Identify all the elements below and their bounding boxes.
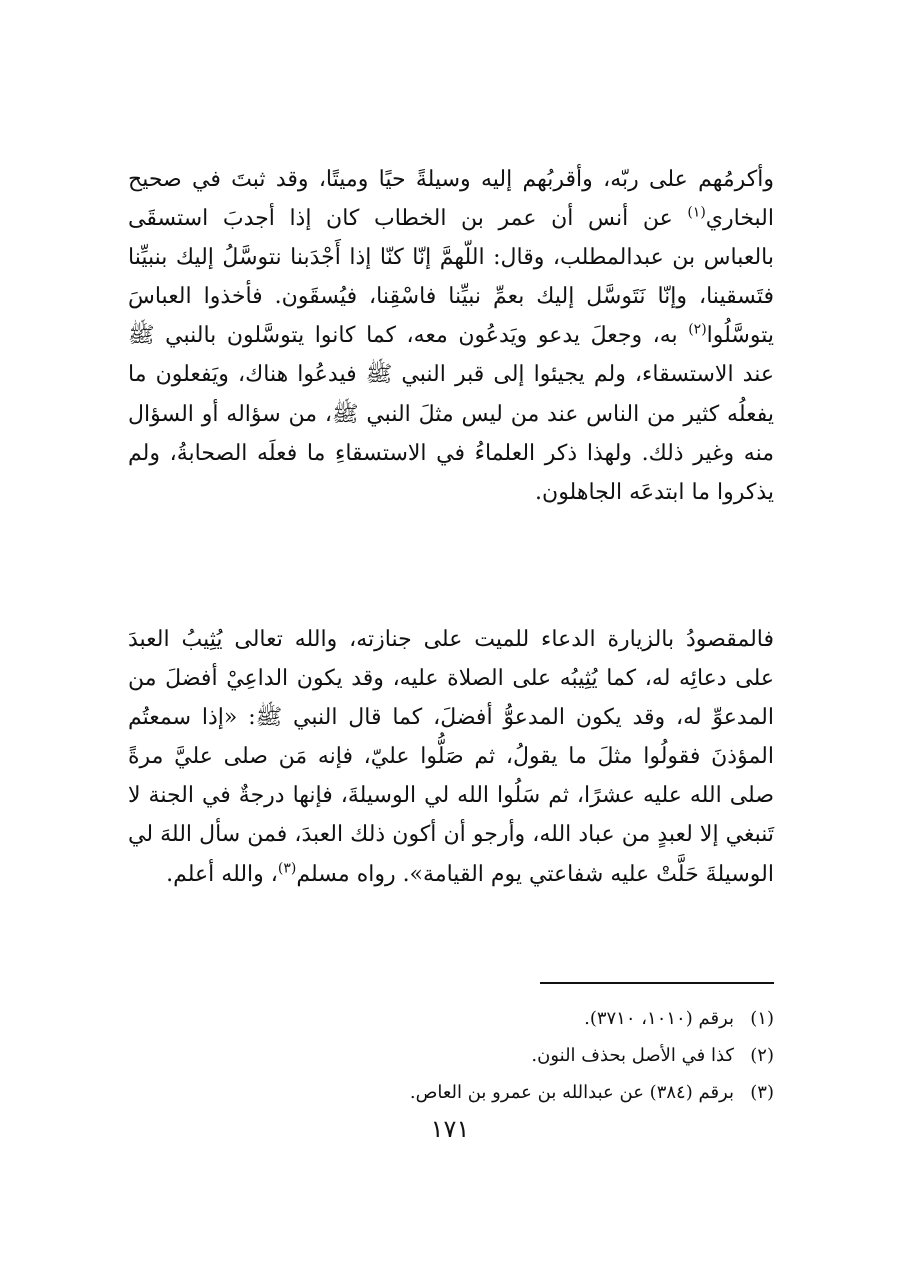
footnote-ref-2: (٢) <box>688 322 707 339</box>
paragraph-1-text-a: وأكرمُهم على ربّه، وأقربُهم إليه وسيلةً حيًا وميتًا، وقد ثبتَ في صحيح البخاري <box>128 167 774 232</box>
footnotes-list <box>128 1000 774 1111</box>
page-number: ١٧١ <box>430 1115 470 1143</box>
footnote-ref-3: (٣) <box>277 860 297 877</box>
paragraph-1 <box>128 160 774 512</box>
footnote-number: (١) <box>750 1008 774 1029</box>
footnote-item <box>128 1000 774 1037</box>
footnote-item <box>128 1037 774 1074</box>
paragraph-1-text-c: به، وجعلَ يدعو ويَدعُون معه، كما كانوا يتوسَّلون بالنبي ﷺ عند الاستسقاء، ولم يجيئوا إلى قبر النبي ﷺ فيدعُوا هناك، ويَفعلون ما يفعلُه كثير من الناس عند من ليس مثلَ النبي ﷺ، من سؤاله أو السؤال منه وغير ذلك. ولهذا ذكر العلماءُ في الاستسقاءِ ما فعلَه الصحابةُ، ولم يذكروا ما ابتدعَه الجاهلون. <box>128 323 774 505</box>
footnote-item <box>128 1074 774 1111</box>
footnote-text: برقم (٣٨٤) عن عبدالله بن عمرو بن العاص. <box>409 1082 734 1103</box>
footnote-text: كذا في الأصل بحذف النون. <box>531 1045 734 1066</box>
paragraph-2-text-b: ، والله أعلم. <box>166 861 278 887</box>
footnote-number: (٣) <box>750 1082 774 1103</box>
paragraph-1-text-b: عن أنس أن عمر بن الخطاب كان إذا أجدبَ استسقَى بالعباس بن عبدالمطلب، وقال: اللّهمَّ إنّا كنّا إذا أَجْدَبنا نتوسَّلُ إليك بنبيِّنا فتَسقينا، وإنّا نَتَوسَّل إليك بعمِّ نبيِّنا فاسْقِنا، فيُسقَون. فأخذوا العباسَ يتوسَّلُوا <box>128 206 775 349</box>
paragraph-2-text-a: فالمقصودُ بالزيارة الدعاء للميت على جنازته، والله تعالى يُثِيبُ العبدَ على دعائِه له، كما يُثِيبُه على الصلاة عليه، وقد يكون الداعِيْ أفضلَ من المدعوِّ له، وقد يكون المدعوُّ أفضلَ، كما قال النبي ﷺ: «إذا سمعتُم المؤذنَ فقولُوا مثلَ ما يقولُ، ثم صَلُّوا عليّ، فإنه مَن صلى عليَّ مرةً صلى الله عليه عشرًا، ثم سَلُوا الله لي الوسيلةَ، فإنها درجةٌ في الجنة لا تَنبغي إلا لعبدٍ من عباد الله، وأرجو أن أكون ذلك العبدَ، فمن سأل اللهَ لي الوسيلةَ حَلَّتْ عليه شفاعتي يوم القيامة». رواه مسلم <box>128 627 774 887</box>
paragraph-2 <box>128 620 774 894</box>
footnote-number: (٢) <box>750 1045 774 1066</box>
footnote-divider <box>540 982 774 984</box>
footnote-ref-1: (١) <box>687 204 706 221</box>
footnote-text: برقم (١٠١٠، ٣٧١٠). <box>584 1008 734 1029</box>
